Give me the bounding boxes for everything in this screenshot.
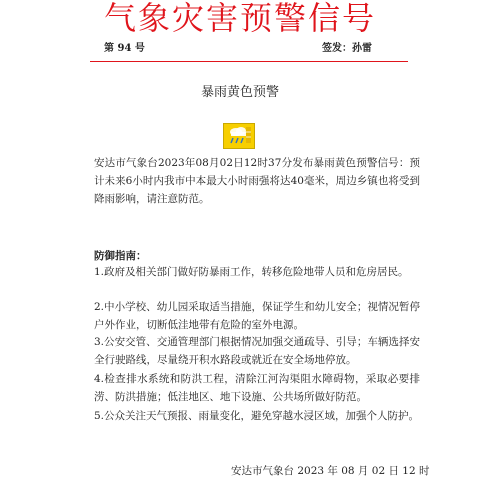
- rain-cloud-icon: [224, 124, 254, 148]
- rain-yellow-warning-icon: [223, 123, 255, 149]
- issuer-footer: 安达市气象台 2023 年 08 月 02 日 12 时: [231, 465, 430, 477]
- measure-item-2: 2.中小学校、幼儿园采取适当措施，保证学生和幼儿安全；视情况暂停户外作业，切断低洼地带有危险的室外电源。: [94, 301, 420, 331]
- measure-item-1: 1.政府及相关部门做好防暴雨工作，转移危险地带人员和危房居民。: [94, 266, 409, 278]
- measure-item-5: 5.公众关注天气预报、雨量变化，避免穿越水浸区域，加强个人防护。: [94, 410, 420, 422]
- issue-row: [0, 41, 480, 57]
- guide-heading: 防御指南：: [94, 250, 147, 262]
- measure-item-3: 3.公安交管、交通管理部门根据情况加强交通疏导、引导；车辆选择安全行驶路线，尽量绕开积水路段或就近在安全场地停放。: [94, 336, 420, 366]
- masthead-title: 气象灾害预警信号: [103, 0, 376, 37]
- issue-number: 第 94 号: [104, 43, 145, 54]
- measure-item-4: 4.检查排水系统和防洪工程，清除江河沟渠阻水障碍物，采取必要排涝、防洪措施；低洼地区、地下设施、公共场所做好防范。: [94, 373, 420, 403]
- document-title: 暴雨黄色预警: [200, 85, 279, 100]
- intro-paragraph: 安达市气象台2023年08月02日12时37分发布暴雨黄色预警信号：预计未来6小时内我市中本最大小时雨强将达40毫米，周边乡镇也将受到降雨影响，请注意防范。: [94, 157, 420, 205]
- red-divider: [90, 61, 408, 62]
- signer: 签发：孙雷: [322, 43, 372, 54]
